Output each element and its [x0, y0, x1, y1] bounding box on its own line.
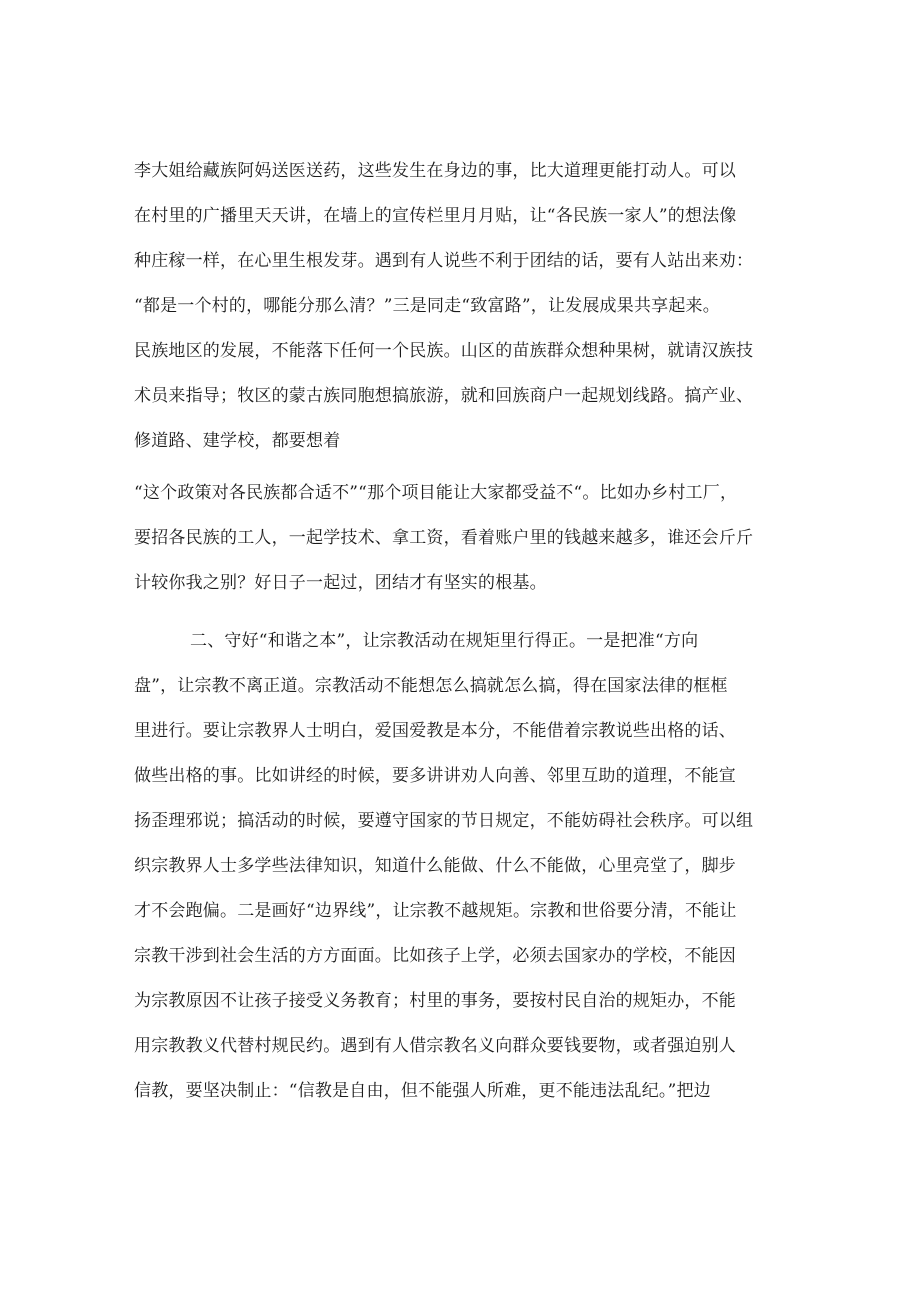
text-line: 李大姐给藏族阿妈送医送药，这些发生在身边的事，比大道理更能打动人。可以	[134, 161, 736, 181]
text-line: “这个政策对各民族都合适不”“那个项目能让大家都受益不“。比如办乡村工厂，	[134, 483, 738, 503]
text-line: 用宗教教义代替村规民约。遇到有人借宗教名义向群众要钱要物，或者强迫别人	[134, 1036, 736, 1056]
text-line: 种庄稼一样，在心里生根发芽。遇到有人说些不利于团结的话，要有人站出来劝：	[134, 251, 754, 271]
text-line: 织宗教界人士多学些法律知识，知道什么能做、什么不能做，心里亮堂了，脚步	[134, 856, 736, 876]
text-line: 在村里的广播里天天讲，在墙上的宣传栏里月月贴，让“各民族一家人”的想法像	[134, 206, 737, 226]
text-line: 信教，要坚决制止：“信教是自由，但不能强人所难，更不能违法乱纪。”把边	[134, 1081, 711, 1101]
section-heading-line: 二、守好“和谐之本”，让宗教活动在规矩里行得正。一是把准“方向	[190, 631, 699, 651]
text-line: 盘”，让宗教不离正道。宗教活动不能想怎么搞就怎么搞，得在国家法律的框框	[134, 676, 728, 696]
text-line: 修道路、建学校，都要想着	[134, 431, 341, 451]
text-line: 扬歪理邪说；搞活动的时候，要遵守国家的节日规定，不能妨碍社会秩序。可以组	[134, 811, 754, 831]
text-line: 做些出格的事。比如讲经的时候，要多讲讲劝人向善、邻里互助的道理，不能宣	[134, 766, 736, 786]
text-line: 为宗教原因不让孩子接受义务教育；村里的事务，要按村民自治的规矩办，不能	[134, 991, 736, 1011]
text-line: “都是一个村的，哪能分那么清？”三是同走“致富路”，让发展成果共享起来。	[134, 296, 720, 316]
text-line: 民族地区的发展，不能落下任何一个民族。山区的苗族群众想种果树，就请汉族技	[134, 341, 754, 361]
text-line: 要招各民族的工人，一起学技术、拿工资，看着账户里的钱越来越多，谁还会斤斤	[134, 528, 754, 548]
text-line: 宗教干涉到社会生活的方方面面。比如孩子上学，必须去国家办的学校，不能因	[134, 946, 736, 966]
text-line: 里进行。要让宗教界人士明白，爱国爱教是本分，不能借着宗教说些出格的话、	[134, 721, 736, 741]
text-line: 才不会跑偏。二是画好“边界线”，让宗教不越规矩。宗教和世俗要分清，不能让	[134, 901, 737, 921]
text-line: 计较你我之别？好日子一起过，团结才有坚实的根基。	[134, 573, 547, 593]
text-line: 术员来指导；牧区的蒙古族同胞想搞旅游，就和回族商户一起规划线路。搞产业、	[134, 386, 754, 406]
